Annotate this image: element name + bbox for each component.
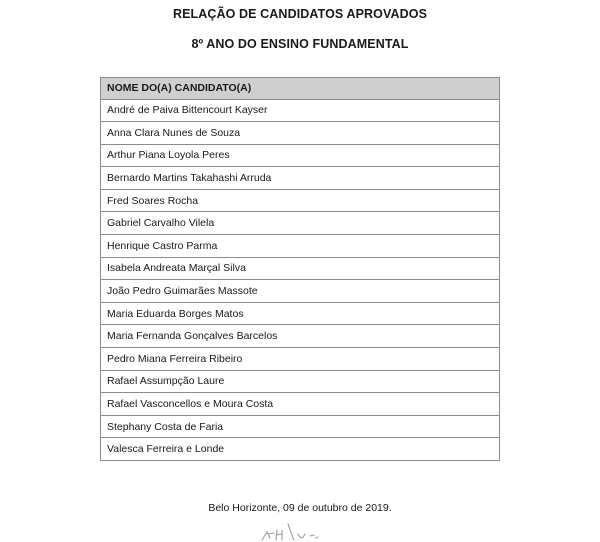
table-row [101, 438, 500, 461]
table-row [101, 189, 500, 212]
table-row [101, 212, 500, 235]
candidate-name: Arthur Piana Loyola Peres [101, 144, 500, 167]
candidate-name: Maria Eduarda Borges Matos [101, 302, 500, 325]
candidate-name: Maria Fernanda Gonçalves Barcelos [101, 325, 500, 348]
candidate-name: Anna Clara Nunes de Souza [101, 122, 500, 145]
table-row [101, 144, 500, 167]
table-row [101, 122, 500, 145]
candidate-name: João Pedro Guimarães Massote [101, 280, 500, 303]
table-row [101, 167, 500, 190]
table-row [101, 325, 500, 348]
table-row [101, 348, 500, 371]
candidate-name: Stephany Costa de Faria [101, 415, 500, 438]
document-title: RELAÇÃO DE CANDIDATOS APROVADOS [172, 7, 428, 21]
candidate-name: Bernardo Martins Takahashi Arruda [101, 167, 500, 190]
table-row [101, 393, 500, 416]
candidates-table [100, 77, 500, 461]
table-row [101, 235, 500, 258]
candidate-name: Valesca Ferreira e Londe [101, 438, 500, 461]
table-row [101, 415, 500, 438]
table-row [101, 370, 500, 393]
candidate-name: André de Paiva Bittencourt Kayser [101, 99, 500, 122]
table-row [101, 280, 500, 303]
document-subtitle: 8º ANO DO ENSINO FUNDAMENTAL [191, 37, 409, 51]
candidate-name: Fred Soares Rocha [101, 189, 500, 212]
table-row [101, 302, 500, 325]
table-header-row [101, 78, 500, 100]
candidate-name: Gabriel Carvalho Vilela [101, 212, 500, 235]
table-row [101, 99, 500, 122]
place-date: Belo Horizonte, 09 de outubro de 2019. [208, 502, 392, 514]
candidate-name: Rafael Vasconcellos e Moura Costa [101, 393, 500, 416]
candidate-name: Pedro Miana Ferreira Ribeiro [101, 348, 500, 371]
candidate-name: Rafael Assumpção Laure [101, 370, 500, 393]
table-row [101, 257, 500, 280]
candidate-name: Isabela Andreata Marçal Silva [101, 257, 500, 280]
column-header-name: NOME DO(A) CANDIDATO(A) [101, 78, 500, 100]
candidate-name: Henrique Castro Parma [101, 235, 500, 258]
signature-image [258, 520, 358, 542]
